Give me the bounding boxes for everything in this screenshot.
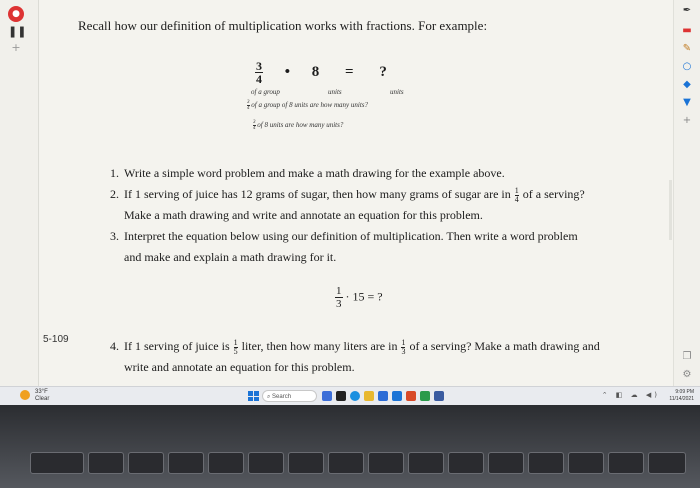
pen-icon[interactable]: ✒ — [682, 5, 692, 16]
pause-icon[interactable]: ❚❚ — [8, 25, 27, 38]
example-equation — [255, 60, 387, 85]
list-item — [110, 336, 600, 378]
keyboard-key — [448, 452, 484, 474]
item-number: 2. — [110, 187, 119, 201]
fraction-denominator: 4 — [256, 72, 262, 86]
keyboard-key — [208, 452, 244, 474]
add-icon[interactable]: + — [11, 41, 21, 54]
item-text: of a serving? Make a math drawing and write and annotate an equation for this problem. — [124, 187, 585, 222]
question-mark: ? — [379, 64, 387, 80]
circle-icon[interactable]: ○ — [682, 61, 692, 72]
file-explorer-icon[interactable] — [364, 391, 374, 401]
search-placeholder: Search — [272, 394, 292, 400]
add-icon[interactable]: + — [682, 115, 692, 126]
label-of-a-group: of a group — [251, 88, 280, 96]
taskbar — [0, 386, 700, 405]
item-text: of a serving? Make a math drawing and write and annotate an equation for this problem. — [124, 339, 600, 374]
clock-time: 9:09 PM — [675, 389, 694, 395]
list-item — [110, 226, 590, 268]
example-line-2-text: of 8 units are how many units? — [257, 121, 344, 130]
app-icon[interactable] — [420, 391, 430, 401]
item-text: If 1 serving of juice has 12 grams of sugar, then how many grams of sugar are in — [124, 187, 511, 201]
intro-text: Recall how our definition of multiplication works with fractions. For example: — [78, 18, 488, 33]
weather-desc: Clear — [35, 396, 50, 402]
keyboard-key — [568, 452, 604, 474]
app-icon[interactable] — [406, 391, 416, 401]
keyboard-key — [288, 452, 324, 474]
item-text: Write a simple word problem and make a math drawing for the example above. — [124, 166, 505, 180]
windows-start-icon[interactable] — [248, 391, 258, 401]
item-number: 4. — [110, 339, 119, 353]
arrow-icon[interactable]: ▼ — [683, 97, 691, 108]
equation-fraction: $\frac{1}{3}$ — [336, 285, 342, 310]
keyboard-key — [368, 452, 404, 474]
keyboard-key — [328, 452, 364, 474]
mini-fraction: $\frac{3}{4}$ — [247, 100, 250, 111]
item-text: Interpret the equation below using our definition of multiplication. Then write a word problem and make and explain a math drawing for it. — [124, 229, 578, 264]
right-toolbar — [673, 0, 700, 386]
item-number: 3. — [110, 229, 119, 243]
item-number: 1. — [110, 166, 119, 180]
inline-fraction: $\frac{1}{3}$ — [401, 337, 406, 356]
equation — [335, 285, 383, 310]
copy-icon[interactable]: ❐ — [682, 351, 692, 362]
keyboard-key — [88, 452, 124, 474]
clock-date: 11/14/2021 — [669, 396, 694, 402]
weather-icon[interactable] — [20, 390, 30, 400]
mini-fraction: $\frac{3}{4}$ — [253, 120, 256, 131]
weather-widget[interactable] — [35, 389, 49, 403]
highlighter-icon[interactable]: ✎ — [682, 43, 692, 54]
store-icon[interactable] — [378, 391, 388, 401]
keyboard-key — [488, 452, 524, 474]
item-text: If 1 serving of juice is — [124, 339, 230, 353]
example-line-1 — [247, 100, 368, 111]
weather-temp: 33°F — [35, 389, 48, 395]
record-icon[interactable]: ● — [8, 6, 24, 22]
keyboard-key — [30, 452, 84, 474]
keyboard-key — [248, 452, 284, 474]
list-item — [110, 163, 590, 184]
fraction-example — [247, 59, 475, 140]
app-icon[interactable] — [434, 391, 444, 401]
item-text: liter, then how many liters are in — [241, 339, 398, 353]
search-input[interactable]: ⌕ Search — [262, 390, 317, 402]
label-units-2: units — [390, 88, 404, 96]
settings-icon[interactable]: ⚙ — [682, 369, 692, 380]
scrollbar[interactable] — [669, 180, 672, 240]
clock[interactable] — [669, 389, 694, 403]
inline-fraction: $\frac{1}{5}$ — [233, 337, 238, 356]
example-line-2 — [253, 120, 343, 131]
keyboard-key — [408, 452, 444, 474]
item-4 — [110, 336, 600, 378]
equals-sign: = — [345, 64, 354, 80]
system-tray-icons[interactable]: ⌃ ◧ ☁ ◀) — [601, 391, 660, 399]
taskview-icon[interactable] — [322, 391, 332, 401]
inline-fraction: $\frac{1}{4}$ — [514, 185, 519, 204]
keyboard-key — [608, 452, 644, 474]
left-toolbar — [0, 0, 39, 386]
dot-operator: • — [284, 64, 291, 80]
red-pen-icon[interactable]: ▬ — [682, 25, 692, 36]
keyboard-key — [648, 452, 686, 474]
document — [40, 0, 674, 386]
example-fraction — [255, 60, 263, 85]
edge-icon[interactable] — [350, 391, 360, 401]
shape-icon[interactable]: ◆ — [683, 79, 691, 90]
example-line-1-text: of a group of 8 units are how many units? — [251, 101, 368, 110]
list-item — [110, 184, 590, 226]
keyboard-key — [168, 452, 204, 474]
page-number: 5-109 — [43, 334, 69, 345]
keyboard — [30, 452, 690, 488]
mail-icon[interactable] — [392, 391, 402, 401]
equation-rest: · 15 = ? — [345, 289, 383, 304]
widgets-icon[interactable] — [336, 391, 346, 401]
keyboard-key — [128, 452, 164, 474]
number-eight: 8 — [311, 64, 320, 80]
fraction-numerator: 3 — [256, 59, 262, 73]
problem-list — [110, 163, 590, 268]
keyboard-key — [528, 452, 564, 474]
label-units-1: units — [328, 88, 342, 96]
